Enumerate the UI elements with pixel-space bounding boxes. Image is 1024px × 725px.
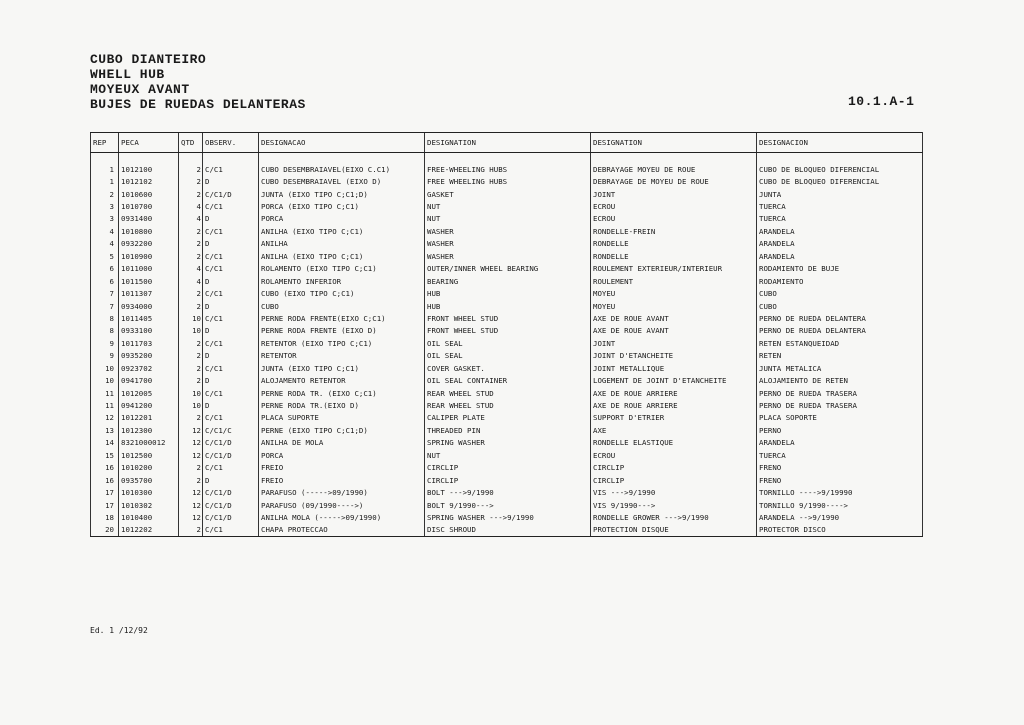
table-row <box>91 399 923 411</box>
cell-observ: C/C1/D <box>203 449 259 461</box>
col-header-qtd: QTD <box>179 133 203 153</box>
cell-designation-fr: LOGEMENT DE JOINT D'ETANCHEITE <box>591 374 757 386</box>
cell-designacion: RETEN <box>757 350 923 362</box>
cell-observ: C/C1/D <box>203 188 259 200</box>
cell-peca: 1010200 <box>119 462 179 474</box>
col-header-rep: REP <box>91 133 119 153</box>
cell-observ: D <box>203 238 259 250</box>
cell-designation-fr: ROULEMENT EXTERIEUR/INTERIEUR <box>591 263 757 275</box>
cell-designacao: ANILHA <box>259 238 425 250</box>
cell-designation-fr: DEBRAYAGE DE MOYEU DE ROUE <box>591 175 757 187</box>
cell-peca: 0935200 <box>119 350 179 362</box>
table-row <box>91 462 923 474</box>
table-row <box>91 499 923 511</box>
cell-designation-fr: RONDELLE <box>591 238 757 250</box>
cell-designacion: CUBO <box>757 300 923 312</box>
cell-qtd: 4 <box>179 275 203 287</box>
cell-observ: C/C1/D <box>203 486 259 498</box>
table-row <box>91 412 923 424</box>
table-row <box>91 287 923 299</box>
cell-peca: 1010900 <box>119 250 179 262</box>
cell-qtd: 4 <box>179 213 203 225</box>
cell-observ: D <box>203 275 259 287</box>
table-row <box>91 511 923 523</box>
cell-observ: D <box>203 175 259 187</box>
cell-designacion: TUERCA <box>757 449 923 461</box>
cell-rep: 15 <box>91 449 119 461</box>
cell-designacion: JUNTA <box>757 188 923 200</box>
cell-rep: 6 <box>91 263 119 275</box>
cell-designacion: TUERCA <box>757 213 923 225</box>
cell-rep: 8 <box>91 312 119 324</box>
edition-footer: Ed. 1 /12/92 <box>90 626 148 635</box>
cell-rep: 4 <box>91 225 119 237</box>
cell-designacion: PERNO DE RUEDA TRASERA <box>757 399 923 411</box>
cell-rep: 13 <box>91 424 119 436</box>
cell-rep: 17 <box>91 499 119 511</box>
cell-observ: C/C1 <box>203 287 259 299</box>
cell-rep: 8 <box>91 325 119 337</box>
cell-designation-en: OIL SEAL CONTAINER <box>425 374 591 386</box>
table-row <box>91 524 923 537</box>
cell-rep: 9 <box>91 350 119 362</box>
cell-designacao: ANILHA DE MOLA <box>259 437 425 449</box>
table-row <box>91 200 923 212</box>
cell-observ: C/C1 <box>203 462 259 474</box>
cell-designation-en: REAR WHEEL STUD <box>425 387 591 399</box>
cell-rep: 3 <box>91 200 119 212</box>
cell-rep: 18 <box>91 511 119 523</box>
cell-designation-fr: DEBRAYAGE MOYEU DE ROUE <box>591 163 757 175</box>
cell-qtd: 2 <box>179 412 203 424</box>
cell-designacao: PERNE RODA FRENTE(EIXO C;C1) <box>259 312 425 324</box>
cell-rep: 17 <box>91 486 119 498</box>
cell-designacion: FRENO <box>757 474 923 486</box>
cell-observ: C/C1 <box>203 225 259 237</box>
cell-designacao: CUBO (EIXO TIPO C;C1) <box>259 287 425 299</box>
table-row <box>91 325 923 337</box>
cell-qtd: 2 <box>179 225 203 237</box>
cell-designation-fr: ECROU <box>591 200 757 212</box>
cell-designation-en: OUTER/INNER WHEEL BEARING <box>425 263 591 275</box>
cell-rep: 1 <box>91 175 119 187</box>
cell-qtd: 2 <box>179 362 203 374</box>
cell-designation-fr: JOINT <box>591 188 757 200</box>
cell-designation-fr: CIRCLIP <box>591 462 757 474</box>
cell-qtd: 12 <box>179 486 203 498</box>
cell-observ: C/C1 <box>203 524 259 537</box>
cell-observ: C/C1 <box>203 250 259 262</box>
title-french: MOYEUX AVANT <box>90 82 190 97</box>
cell-designacion: ARANDELA <box>757 225 923 237</box>
cell-designacion: PLACA SOPORTE <box>757 412 923 424</box>
cell-designacao: PERNE RODA TR. (EIXO C;C1) <box>259 387 425 399</box>
cell-rep: 10 <box>91 362 119 374</box>
cell-designation-fr: ROULEMENT <box>591 275 757 287</box>
table-row <box>91 437 923 449</box>
cell-peca: 0932200 <box>119 238 179 250</box>
cell-observ: C/C1/D <box>203 511 259 523</box>
cell-designation-en: OIL SEAL <box>425 350 591 362</box>
table-row <box>91 188 923 200</box>
cell-peca: 1011703 <box>119 337 179 349</box>
cell-designation-fr: VIS 9/1990---> <box>591 499 757 511</box>
cell-designation-en: FRONT WHEEL STUD <box>425 312 591 324</box>
cell-qtd: 10 <box>179 325 203 337</box>
cell-qtd: 2 <box>179 175 203 187</box>
cell-designacao: PLACA SUPORTE <box>259 412 425 424</box>
cell-designacion: RETEN ESTANQUEIDAD <box>757 337 923 349</box>
parts-table <box>90 132 923 537</box>
cell-designacao: CUBO <box>259 300 425 312</box>
cell-peca: 1011500 <box>119 275 179 287</box>
cell-designation-fr: VIS --->9/1990 <box>591 486 757 498</box>
cell-peca: 1012300 <box>119 424 179 436</box>
cell-designacao: ROLAMENTO (EIXO TIPO C;C1) <box>259 263 425 275</box>
cell-designation-en: CALIPER PLATE <box>425 412 591 424</box>
cell-qtd: 2 <box>179 238 203 250</box>
cell-designation-fr: ECROU <box>591 449 757 461</box>
cell-designacion: PERNO <box>757 424 923 436</box>
cell-designation-en: OIL SEAL <box>425 337 591 349</box>
col-header-designation-en: DESIGNATION <box>425 133 591 153</box>
cell-designation-en: BOLT --->9/1990 <box>425 486 591 498</box>
cell-designacao: ALOJAMENTO RETENTOR <box>259 374 425 386</box>
cell-rep: 10 <box>91 374 119 386</box>
table-row <box>91 238 923 250</box>
cell-designacao: PARAFUSO (----->09/1990) <box>259 486 425 498</box>
cell-designation-en: NUT <box>425 449 591 461</box>
cell-peca: 1011405 <box>119 312 179 324</box>
table-row <box>91 225 923 237</box>
cell-qtd: 10 <box>179 399 203 411</box>
cell-observ: D <box>203 350 259 362</box>
cell-designacao: PERNE (EIXO TIPO C;C1;D) <box>259 424 425 436</box>
cell-qtd: 12 <box>179 424 203 436</box>
cell-designation-fr: MOYEU <box>591 300 757 312</box>
cell-designation-fr: RONDELLE ELASTIQUE <box>591 437 757 449</box>
cell-designation-en: WASHER <box>425 250 591 262</box>
table-body <box>91 153 923 537</box>
cell-peca: 0931400 <box>119 213 179 225</box>
cell-peca: 1012500 <box>119 449 179 461</box>
table-row <box>91 312 923 324</box>
cell-rep: 7 <box>91 287 119 299</box>
cell-peca: 1010302 <box>119 499 179 511</box>
cell-observ: C/C1/D <box>203 499 259 511</box>
cell-rep: 2 <box>91 188 119 200</box>
cell-qtd: 2 <box>179 524 203 537</box>
cell-designation-fr: RONDELLE GROWER --->9/1990 <box>591 511 757 523</box>
cell-designation-en: WASHER <box>425 238 591 250</box>
cell-designation-en: COVER GASKET. <box>425 362 591 374</box>
cell-designation-en: SPRING WASHER --->9/1990 <box>425 511 591 523</box>
cell-rep: 7 <box>91 300 119 312</box>
cell-rep: 6 <box>91 275 119 287</box>
cell-observ: C/C1/C <box>203 424 259 436</box>
cell-observ: D <box>203 399 259 411</box>
cell-peca: 0941200 <box>119 399 179 411</box>
cell-designacao: FREIO <box>259 462 425 474</box>
cell-observ: C/C1 <box>203 263 259 275</box>
cell-qtd: 12 <box>179 499 203 511</box>
cell-designation-fr: ECROU <box>591 213 757 225</box>
parts-table-container <box>90 132 922 537</box>
cell-peca: 1012201 <box>119 412 179 424</box>
cell-designation-fr: CIRCLIP <box>591 474 757 486</box>
cell-qtd: 12 <box>179 511 203 523</box>
cell-designation-fr: RONDELLE-FREIN <box>591 225 757 237</box>
cell-designation-fr: RONDELLE <box>591 250 757 262</box>
cell-observ: D <box>203 213 259 225</box>
cell-designacao: PORCA <box>259 449 425 461</box>
cell-designacion: ARANDELA <box>757 238 923 250</box>
table-row <box>91 474 923 486</box>
cell-qtd: 2 <box>179 188 203 200</box>
cell-rep: 20 <box>91 524 119 537</box>
col-header-observ: OBSERV. <box>203 133 259 153</box>
cell-rep: 9 <box>91 337 119 349</box>
table-row <box>91 300 923 312</box>
cell-designation-fr: JOINT D'ETANCHEITE <box>591 350 757 362</box>
cell-designation-fr: AXE DE ROUE ARRIERE <box>591 387 757 399</box>
table-row <box>91 449 923 461</box>
cell-peca: 0935700 <box>119 474 179 486</box>
cell-designacion: CUBO <box>757 287 923 299</box>
cell-designation-fr: AXE DE ROUE AVANT <box>591 325 757 337</box>
cell-designation-en: FRONT WHEEL STUD <box>425 325 591 337</box>
cell-designacion: TORNILLO ---->9/19990 <box>757 486 923 498</box>
cell-rep: 11 <box>91 399 119 411</box>
cell-observ: C/C1 <box>203 200 259 212</box>
cell-designacao: PORCA (EIXO TIPO C;C1) <box>259 200 425 212</box>
cell-designacao: RETENTOR <box>259 350 425 362</box>
col-header-designacao: DESIGNACAO <box>259 133 425 153</box>
cell-rep: 11 <box>91 387 119 399</box>
table-row <box>91 213 923 225</box>
cell-designacao: JUNTA (EIXO TIPO C;C1) <box>259 362 425 374</box>
cell-peca: 0933100 <box>119 325 179 337</box>
cell-designacao: JUNTA (EIXO TIPO C;C1;D) <box>259 188 425 200</box>
cell-designation-fr: PROTECTION DISQUE <box>591 524 757 537</box>
cell-designacion: PERNO DE RUEDA DELANTERA <box>757 312 923 324</box>
cell-designacion: TUERCA <box>757 200 923 212</box>
table-row <box>91 362 923 374</box>
cell-designacao: RETENTOR (EIXO TIPO C;C1) <box>259 337 425 349</box>
cell-peca: 0923702 <box>119 362 179 374</box>
cell-peca: 1010600 <box>119 188 179 200</box>
cell-qtd: 2 <box>179 337 203 349</box>
cell-observ: C/C1 <box>203 312 259 324</box>
title-spanish: BUJES DE RUEDAS DELANTERAS <box>90 97 306 112</box>
cell-designacion: PERNO DE RUEDA TRASERA <box>757 387 923 399</box>
cell-peca: 1010300 <box>119 486 179 498</box>
cell-peca: 1012005 <box>119 387 179 399</box>
cell-designacao: PARAFUSO (09/1990---->) <box>259 499 425 511</box>
cell-designation-fr: AXE DE ROUE AVANT <box>591 312 757 324</box>
cell-rep: 4 <box>91 238 119 250</box>
cell-qtd: 2 <box>179 287 203 299</box>
cell-designation-en: CIRCLIP <box>425 474 591 486</box>
title-portuguese: CUBO DIANTEIRO <box>90 52 207 67</box>
cell-peca: 0941700 <box>119 374 179 386</box>
cell-rep: 12 <box>91 412 119 424</box>
cell-designacao: CHAPA PROTECCAO <box>259 524 425 537</box>
cell-designation-fr: SUPPORT D'ETRIER <box>591 412 757 424</box>
cell-peca: 1010400 <box>119 511 179 523</box>
cell-designation-en: DISC SHROUD <box>425 524 591 537</box>
cell-qtd: 12 <box>179 437 203 449</box>
table-row <box>91 424 923 436</box>
cell-designation-en: THREADED PIN <box>425 424 591 436</box>
cell-qtd: 2 <box>179 474 203 486</box>
cell-peca: 1010700 <box>119 200 179 212</box>
cell-observ: D <box>203 300 259 312</box>
cell-designacion: ALOJAMIENTO DE RETEN <box>757 374 923 386</box>
cell-designacao: ANILHA MOLA (----->09/1990) <box>259 511 425 523</box>
cell-peca: 1012100 <box>119 163 179 175</box>
cell-qtd: 2 <box>179 350 203 362</box>
cell-qtd: 10 <box>179 387 203 399</box>
cell-designacao: ANILHA (EIXO TIPO C;C1) <box>259 225 425 237</box>
cell-designation-en: SPRING WASHER <box>425 437 591 449</box>
col-header-peca: PECA <box>119 133 179 153</box>
cell-designation-en: NUT <box>425 200 591 212</box>
cell-designation-en: REAR WHEEL STUD <box>425 399 591 411</box>
cell-designation-en: WASHER <box>425 225 591 237</box>
cell-qtd: 2 <box>179 462 203 474</box>
cell-designation-en: FREE WHEELING HUBS <box>425 175 591 187</box>
cell-designacao: PERNE RODA TR.(EIXO D) <box>259 399 425 411</box>
cell-qtd: 2 <box>179 250 203 262</box>
cell-observ: D <box>203 325 259 337</box>
table-row <box>91 374 923 386</box>
cell-observ: C/C1 <box>203 337 259 349</box>
cell-designacion: CUBO DE BLOQUEO DIFERENCIAL <box>757 163 923 175</box>
cell-observ: D <box>203 474 259 486</box>
cell-rep: 3 <box>91 213 119 225</box>
document-title-block <box>90 52 306 112</box>
cell-peca: 1012102 <box>119 175 179 187</box>
table-header-row <box>91 133 923 153</box>
cell-rep: 14 <box>91 437 119 449</box>
cell-qtd: 2 <box>179 300 203 312</box>
cell-designacion: JUNTA METALICA <box>757 362 923 374</box>
table-spacer-row <box>91 153 923 164</box>
table-row <box>91 263 923 275</box>
cell-qtd: 4 <box>179 200 203 212</box>
cell-qtd: 4 <box>179 263 203 275</box>
cell-qtd: 12 <box>179 449 203 461</box>
cell-designacao: ANILHA (EIXO TIPO C;C1) <box>259 250 425 262</box>
cell-designacion: RODAMIENTO DE BUJE <box>757 263 923 275</box>
cell-peca: 1011000 <box>119 263 179 275</box>
cell-designacao: CUBO DESEMBRAIAVEL(EIXO C.C1) <box>259 163 425 175</box>
cell-designation-en: FREE-WHEELING HUBS <box>425 163 591 175</box>
cell-observ: C/C1 <box>203 362 259 374</box>
cell-observ: D <box>203 374 259 386</box>
table-row <box>91 337 923 349</box>
cell-designation-en: GASKET <box>425 188 591 200</box>
cell-observ: C/C1 <box>203 412 259 424</box>
cell-designation-fr: MOYEU <box>591 287 757 299</box>
cell-designacao: ROLAMENTO INFERIOR <box>259 275 425 287</box>
cell-rep: 16 <box>91 474 119 486</box>
cell-peca: 8321000012 <box>119 437 179 449</box>
cell-designation-en: HUB <box>425 300 591 312</box>
title-english: WHELL HUB <box>90 67 165 82</box>
cell-designacion: TORNILLO 9/1990----> <box>757 499 923 511</box>
cell-qtd: 2 <box>179 163 203 175</box>
col-header-designacion: DESIGNACION <box>757 133 923 153</box>
cell-rep: 16 <box>91 462 119 474</box>
table-row <box>91 250 923 262</box>
cell-designation-en: BOLT 9/1990---> <box>425 499 591 511</box>
cell-observ: C/C1/D <box>203 437 259 449</box>
cell-designacao: PORCA <box>259 213 425 225</box>
cell-designacion: PROTECTOR DISCO <box>757 524 923 537</box>
cell-designacion: CUBO DE BLOQUEO DIFERENCIAL <box>757 175 923 187</box>
cell-qtd: 10 <box>179 312 203 324</box>
cell-peca: 0934000 <box>119 300 179 312</box>
cell-designation-en: BEARING <box>425 275 591 287</box>
cell-rep: 1 <box>91 163 119 175</box>
table-row <box>91 486 923 498</box>
cell-designation-fr: JOINT <box>591 337 757 349</box>
table-row <box>91 275 923 287</box>
table-row <box>91 175 923 187</box>
cell-designation-fr: AXE DE ROUE ARRIERE <box>591 399 757 411</box>
cell-rep: 5 <box>91 250 119 262</box>
table-row <box>91 163 923 175</box>
cell-qtd: 2 <box>179 374 203 386</box>
cell-designation-en: HUB <box>425 287 591 299</box>
cell-designacao: FREIO <box>259 474 425 486</box>
cell-peca: 1011307 <box>119 287 179 299</box>
table-row <box>91 387 923 399</box>
cell-designacion: ARANDELA -->9/1990 <box>757 511 923 523</box>
cell-designacion: PERNO DE RUEDA DELANTERA <box>757 325 923 337</box>
cell-designation-fr: AXE <box>591 424 757 436</box>
table-row <box>91 350 923 362</box>
cell-designacion: ARANDELA <box>757 437 923 449</box>
cell-observ: C/C1 <box>203 387 259 399</box>
cell-peca: 1010800 <box>119 225 179 237</box>
cell-designacao: PERNE RODA FRENTE (EIXO D) <box>259 325 425 337</box>
cell-designacion: FRENO <box>757 462 923 474</box>
cell-designation-en: NUT <box>425 213 591 225</box>
col-header-designation-fr: DESIGNATION <box>591 133 757 153</box>
cell-observ: C/C1 <box>203 163 259 175</box>
page-reference: 10.1.A-1 <box>848 94 915 109</box>
cell-designacion: ARANDELA <box>757 250 923 262</box>
cell-peca: 1012202 <box>119 524 179 537</box>
cell-designation-fr: JOINT METALLIQUE <box>591 362 757 374</box>
cell-designation-en: CIRCLIP <box>425 462 591 474</box>
cell-designacao: CUBO DESEMBRAIAVEL (EIXO D) <box>259 175 425 187</box>
cell-designacion: RODAMIENTO <box>757 275 923 287</box>
